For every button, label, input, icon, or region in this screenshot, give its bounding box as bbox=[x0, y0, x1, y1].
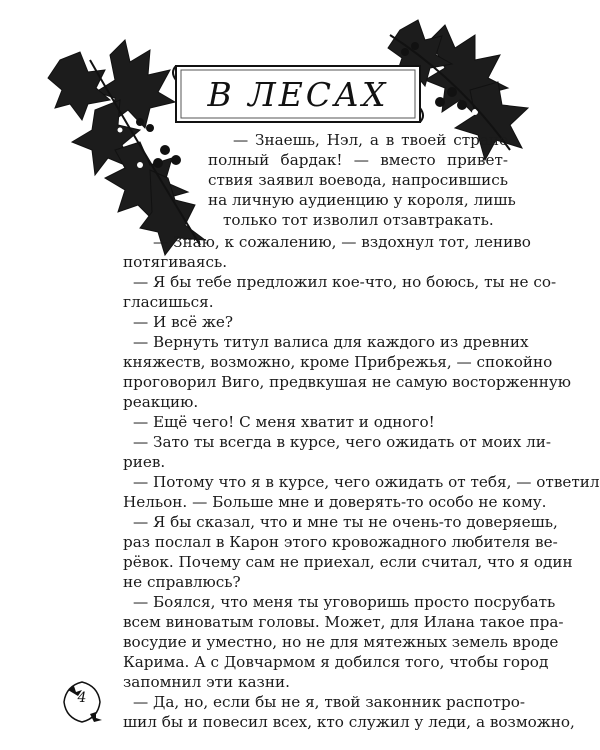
text-line: — Вернуть титул валиса для каждого из древних bbox=[133, 333, 529, 351]
text-line: — Потому что я в курсе, чего ожидать от тебя, — ответил bbox=[133, 473, 600, 491]
text-line: всем виноватым головы. Может, для Илана такое пра- bbox=[123, 613, 564, 631]
text-line: потягиваясь. bbox=[123, 253, 228, 271]
text-line: Карима. А с Довчармом я добился того, чтобы город bbox=[123, 653, 549, 671]
text-line: восудие и уместно, но не для мятежных земель вроде bbox=[123, 633, 559, 651]
text-line: — Зато ты всегда в курсе, чего ожидать от моих ли- bbox=[133, 433, 551, 451]
text-line: запомнил эти казни. bbox=[123, 673, 290, 691]
text-line: — И всё же? bbox=[133, 313, 234, 331]
page-number: 4 bbox=[77, 690, 87, 706]
text-line: на личную аудиенцию у короля, лишь bbox=[208, 191, 516, 209]
text-line: риев. bbox=[123, 453, 166, 471]
text-line: гласишься. bbox=[123, 293, 214, 311]
text-line: — Я бы тебе предложил кое-что, но боюсь, ты не со- bbox=[133, 273, 557, 291]
text-line: проговорил Виго, предвкушая не самую восторженную bbox=[123, 373, 572, 391]
chapter-title: В ЛЕСАХ bbox=[207, 74, 389, 114]
text-line: ствия заявил воевода, напросившись bbox=[208, 171, 508, 189]
text-line: рёвок. Почему сам не приехал, если считал, что я один bbox=[123, 553, 573, 571]
text-line: — Боялся, что меня ты уговоришь просто посрубать bbox=[133, 593, 556, 611]
text-line: раз послал в Карон этого кровожадного любителя ве- bbox=[123, 533, 558, 551]
text-line: только тот изволил отзавтракать. bbox=[223, 211, 494, 229]
text-line: княжеств, возможно, кроме Прибрежья, — спокойно bbox=[123, 353, 553, 371]
text-line: — Знаешь, Нэл, а в твоей стране bbox=[233, 131, 508, 149]
text-line: — Я бы сказал, что и мне ты не очень-то доверяешь, bbox=[133, 513, 558, 531]
text-line: не справлюсь? bbox=[123, 573, 241, 591]
text-line: — Да, но, если бы не я, твой законник распотро- bbox=[133, 693, 525, 711]
text-line: полный бардак! — вместо привет- bbox=[208, 151, 508, 169]
text-line: — Знаю, к сожалению, — вздохнул тот, лениво bbox=[153, 233, 531, 251]
text-line: Нельон. — Больше мне и доверять-то особо не кому. bbox=[123, 493, 547, 511]
text-line: реакцию. bbox=[123, 393, 199, 411]
text-line: — Ещё чего! С меня хватит и одного! bbox=[133, 413, 435, 431]
text-line: шил бы и повесил всех, кто служил у леди, а возможно, bbox=[123, 713, 575, 731]
